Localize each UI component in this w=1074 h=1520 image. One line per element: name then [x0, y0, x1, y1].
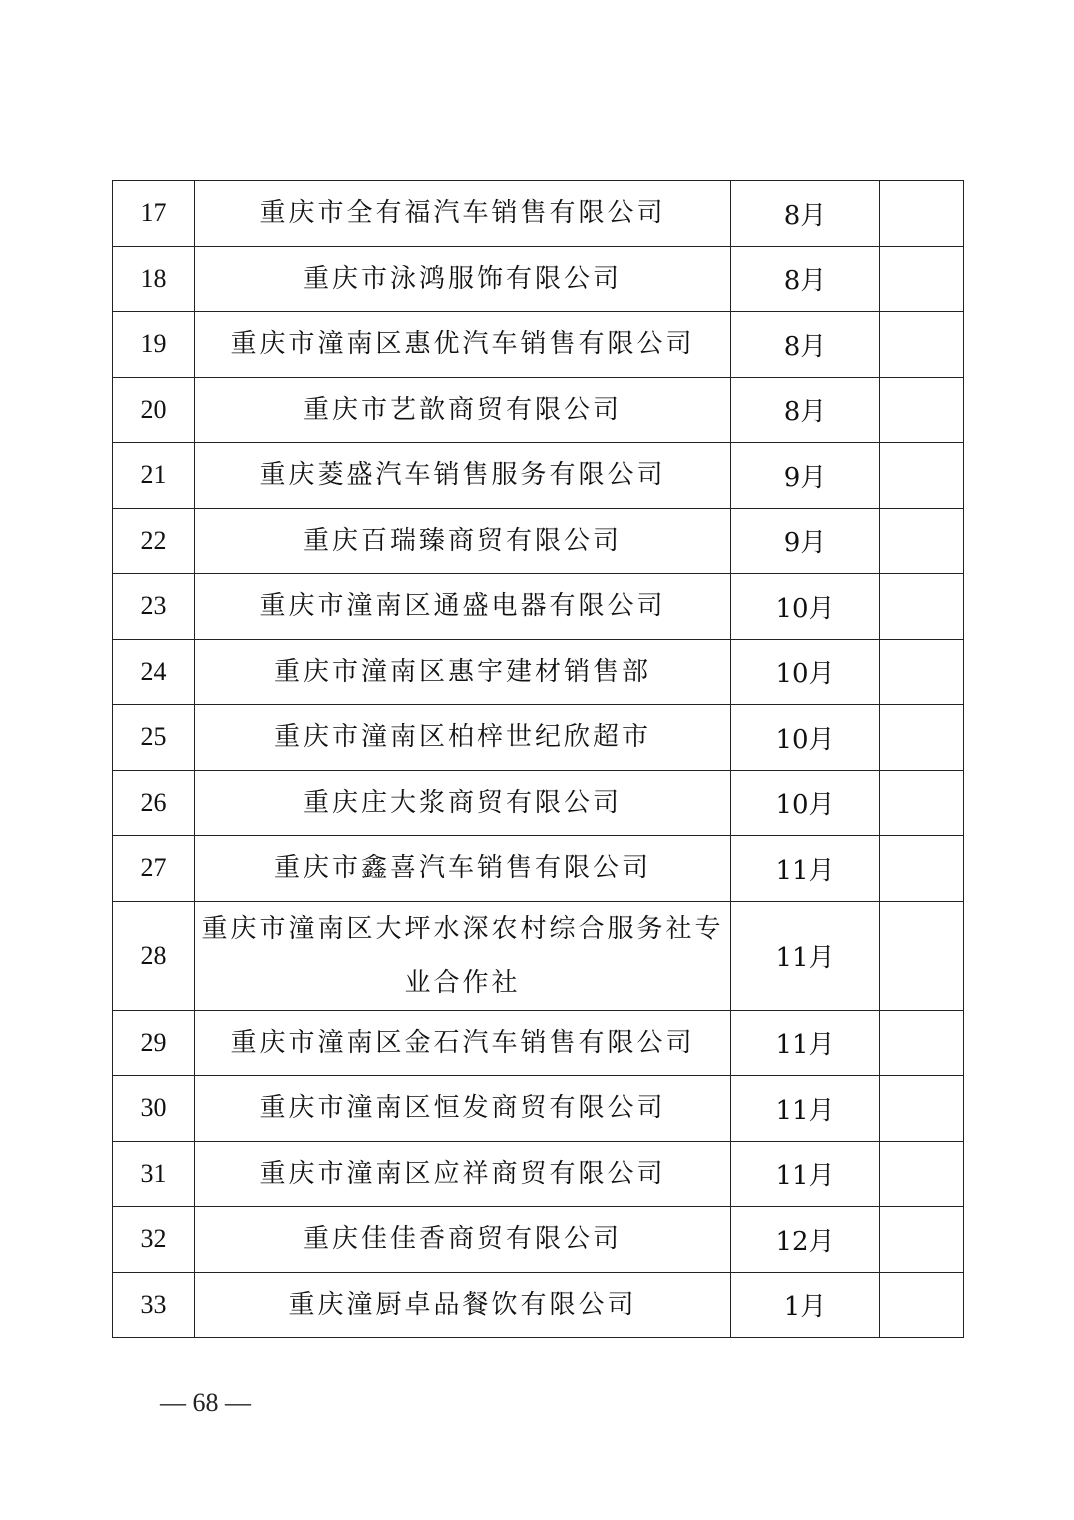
- row-number: 18: [113, 246, 195, 312]
- month-cell: 8月: [731, 181, 880, 247]
- remarks-cell: [880, 1207, 964, 1273]
- row-number: 23: [113, 574, 195, 640]
- table-row: [113, 1141, 964, 1207]
- table-row: [113, 639, 964, 705]
- month-cell: 11月: [731, 1141, 880, 1207]
- company-name: 重庆市潼南区通盛电器有限公司: [195, 574, 731, 640]
- remarks-cell: [880, 1010, 964, 1076]
- page-number: — 68 —: [160, 1388, 251, 1417]
- row-number: 22: [113, 508, 195, 574]
- month-cell: 10月: [731, 705, 880, 771]
- table-row: [113, 901, 964, 1010]
- table-row: [113, 1207, 964, 1273]
- row-number: 19: [113, 312, 195, 378]
- remarks-cell: [880, 639, 964, 705]
- table-row: [113, 1076, 964, 1142]
- remarks-cell: [880, 246, 964, 312]
- remarks-cell: [880, 705, 964, 771]
- remarks-cell: [880, 901, 964, 1010]
- month-cell: 10月: [731, 639, 880, 705]
- table-row: [113, 443, 964, 509]
- table-row: [113, 574, 964, 640]
- month-cell: 10月: [731, 574, 880, 640]
- row-number: 33: [113, 1272, 195, 1338]
- row-number: 30: [113, 1076, 195, 1142]
- remarks-cell: [880, 1076, 964, 1142]
- month-cell: 1月: [731, 1272, 880, 1338]
- remarks-cell: [880, 377, 964, 443]
- month-cell: 8月: [731, 246, 880, 312]
- remarks-cell: [880, 836, 964, 902]
- company-name: 重庆市潼南区柏梓世纪欣超市: [195, 705, 731, 771]
- month-cell: 10月: [731, 770, 880, 836]
- row-number: 28: [113, 901, 195, 1010]
- remarks-cell: [880, 1272, 964, 1338]
- company-name: 重庆潼厨卓品餐饮有限公司: [195, 1272, 731, 1338]
- row-number: 27: [113, 836, 195, 902]
- table-row: [113, 246, 964, 312]
- company-name: 重庆市泳鸿服饰有限公司: [195, 246, 731, 312]
- table-row: [113, 508, 964, 574]
- row-number: 21: [113, 443, 195, 509]
- remarks-cell: [880, 312, 964, 378]
- month-cell: 12月: [731, 1207, 880, 1273]
- company-name: 重庆市鑫喜汽车销售有限公司: [195, 836, 731, 902]
- row-number: 31: [113, 1141, 195, 1207]
- company-name: 重庆佳佳香商贸有限公司: [195, 1207, 731, 1273]
- month-cell: 9月: [731, 443, 880, 509]
- company-name: 重庆市潼南区惠优汽车销售有限公司: [195, 312, 731, 378]
- row-number: 24: [113, 639, 195, 705]
- remarks-cell: [880, 508, 964, 574]
- company-name: 重庆市全有福汽车销售有限公司: [195, 181, 731, 247]
- company-name: 重庆百瑞臻商贸有限公司: [195, 508, 731, 574]
- table-row: [113, 705, 964, 771]
- company-table-body: [113, 181, 964, 1338]
- company-name: 重庆市潼南区恒发商贸有限公司: [195, 1076, 731, 1142]
- row-number: 25: [113, 705, 195, 771]
- company-name: 重庆市艺歆商贸有限公司: [195, 377, 731, 443]
- table-row: [113, 377, 964, 443]
- company-table: [112, 180, 964, 1338]
- row-number: 29: [113, 1010, 195, 1076]
- company-name: 重庆庄大浆商贸有限公司: [195, 770, 731, 836]
- remarks-cell: [880, 574, 964, 640]
- table-row: [113, 1010, 964, 1076]
- month-cell: 11月: [731, 836, 880, 902]
- company-name: 重庆菱盛汽车销售服务有限公司: [195, 443, 731, 509]
- month-cell: 8月: [731, 312, 880, 378]
- company-name: 重庆市潼南区金石汽车销售有限公司: [195, 1010, 731, 1076]
- row-number: 26: [113, 770, 195, 836]
- remarks-cell: [880, 1141, 964, 1207]
- month-cell: 8月: [731, 377, 880, 443]
- month-cell: 11月: [731, 1076, 880, 1142]
- remarks-cell: [880, 770, 964, 836]
- month-cell: 11月: [731, 901, 880, 1010]
- table-row: [113, 770, 964, 836]
- company-name: 重庆市潼南区应祥商贸有限公司: [195, 1141, 731, 1207]
- remarks-cell: [880, 443, 964, 509]
- company-name: 重庆市潼南区惠宇建材销售部: [195, 639, 731, 705]
- table-row: [113, 312, 964, 378]
- table-row: [113, 181, 964, 247]
- company-name: 重庆市潼南区大坪水深农村综合服务社专业合作社: [195, 901, 731, 1010]
- month-cell: 11月: [731, 1010, 880, 1076]
- table-row: [113, 836, 964, 902]
- row-number: 20: [113, 377, 195, 443]
- row-number: 32: [113, 1207, 195, 1273]
- row-number: 17: [113, 181, 195, 247]
- month-cell: 9月: [731, 508, 880, 574]
- table-row: [113, 1272, 964, 1338]
- remarks-cell: [880, 181, 964, 247]
